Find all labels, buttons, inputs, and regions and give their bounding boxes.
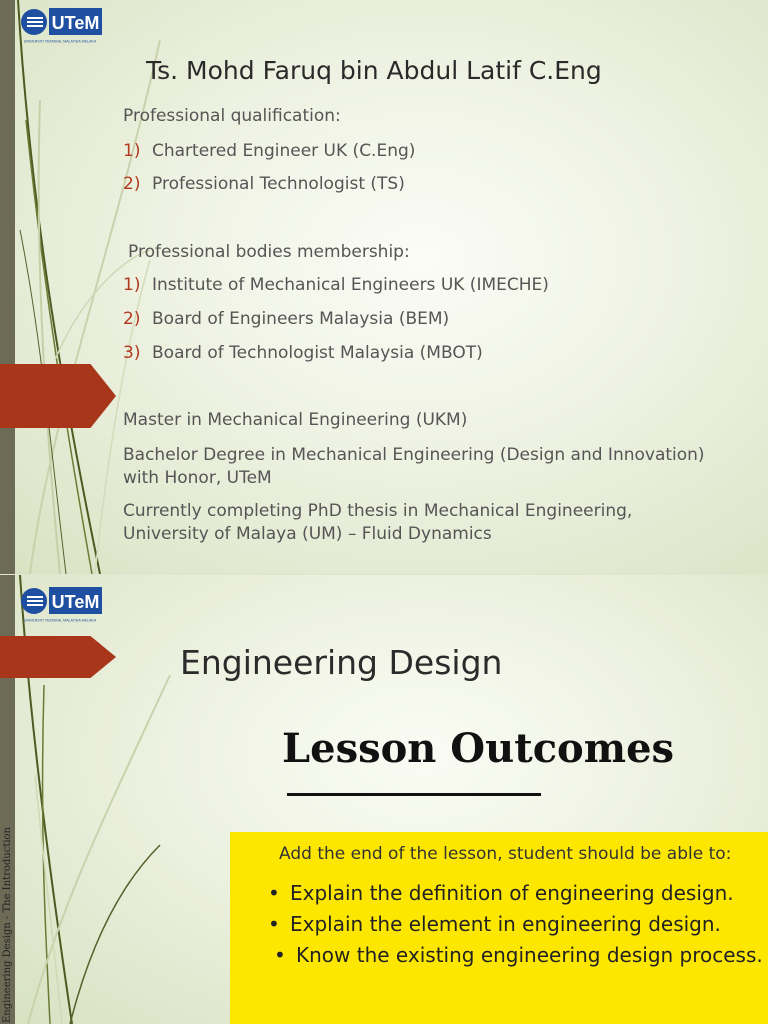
education-item: Bachelor Degree in Mechanical Engineering (Design and Innovation) with Honor, UTeM (123, 445, 705, 488)
svg-text:UNIVERSITI TEKNIKAL MALAYSIA M: UNIVERSITI TEKNIKAL MALAYSIA MELAKA (23, 618, 97, 623)
qualification-heading: Professional qualification: (123, 106, 341, 126)
list-item (123, 174, 405, 195)
outcome-text: Know the existing engineering design process. (296, 943, 763, 967)
side-caption (0, 827, 15, 1023)
outcome-text: Explain the element in engineering design. (290, 912, 721, 936)
list-number: 3) (123, 343, 141, 363)
list-number: 1) (123, 141, 141, 161)
instructor-name: Ts. Mohd Faruq bin Abdul Latif C.Eng (146, 56, 602, 85)
list-text: Board of Engineers Malaysia (BEM) (152, 309, 450, 329)
list-text: Institute of Mechanical Engineers UK (IMECHE) (152, 275, 549, 295)
list-item (123, 141, 415, 162)
list-number: 2) (123, 174, 141, 194)
slide-title: Engineering Design (180, 643, 503, 682)
heading-underline (287, 793, 541, 796)
membership-heading: Professional bodies membership: (128, 242, 410, 262)
list-text: Board of Technologist Malaysia (MBOT) (152, 343, 483, 363)
list-item (123, 309, 449, 330)
side-caption-text: Engineering Design - The Introduction (2, 827, 13, 1023)
bullet-icon: • (268, 912, 280, 936)
utem-logo (18, 584, 103, 624)
slide-lesson-outcomes (0, 575, 768, 1024)
list-text: Professional Technologist (TS) (152, 174, 405, 194)
list-number: 1) (123, 275, 141, 295)
education-item: Currently completing PhD thesis in Mechanical Engineering, University of Malaya (UM) – Fluid Dynamics (123, 501, 633, 544)
outcome-text: Explain the definition of engineering design. (290, 881, 734, 905)
utem-logo (18, 5, 103, 45)
svg-text:UTeM: UTeM (51, 13, 100, 33)
svg-text:UNIVERSITI TEKNIKAL MALAYSIA M: UNIVERSITI TEKNIKAL MALAYSIA MELAKA (23, 39, 97, 44)
list-item (123, 275, 549, 296)
bullet-icon: • (268, 881, 280, 905)
list-item (274, 943, 763, 967)
svg-text:UTeM: UTeM (51, 592, 100, 612)
lesson-outcomes-heading: Lesson Outcomes (282, 725, 675, 772)
list-number: 2) (123, 309, 141, 329)
list-item (123, 343, 483, 364)
bullet-icon: • (274, 943, 286, 967)
list-item (268, 881, 734, 905)
outcomes-intro: Add the end of the lesson, student should be able to: (279, 844, 732, 864)
education-item: Master in Mechanical Engineering (UKM) (123, 410, 468, 430)
list-text: Chartered Engineer UK (C.Eng) (152, 141, 416, 161)
outcomes-box (230, 832, 768, 1024)
list-item (268, 912, 721, 936)
